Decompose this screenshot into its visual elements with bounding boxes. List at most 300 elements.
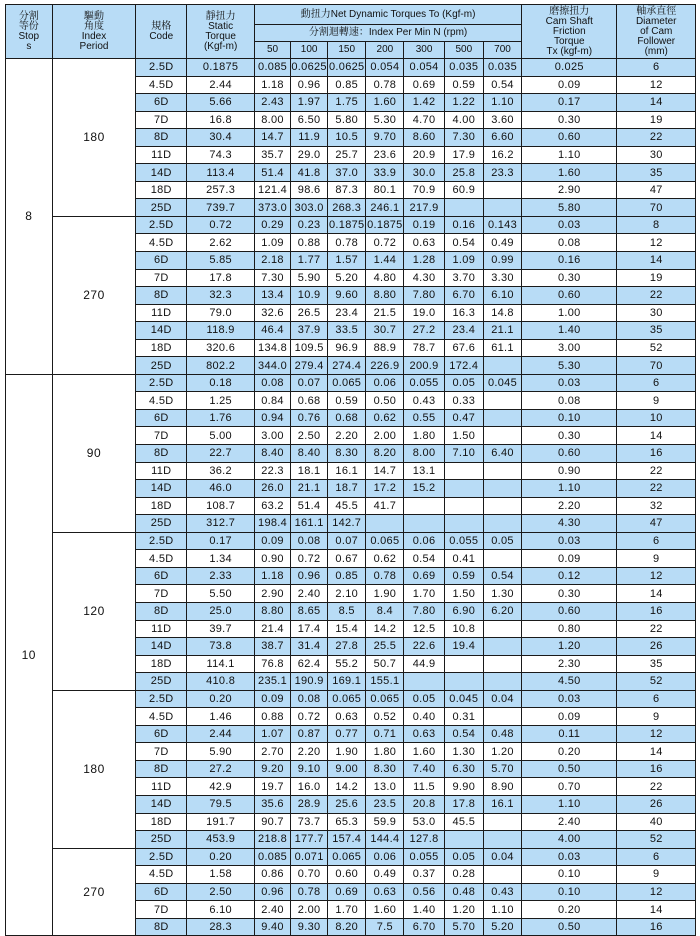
static-torque-cell: 0.72: [187, 216, 255, 234]
table-row: [6, 59, 696, 77]
dynamic-torque-cell: 14.7: [255, 129, 291, 147]
follower-diameter-cell: 22: [617, 620, 696, 638]
header-friction-line-1: 磨擦扭力: [549, 5, 590, 17]
code-cell: 6D: [136, 409, 187, 427]
table-row: [6, 532, 696, 550]
code-cell: 8D: [136, 918, 187, 936]
dynamic-torque-cell: 373.0: [255, 199, 291, 217]
static-torque-cell: 802.2: [187, 357, 255, 375]
dynamic-torque-cell: 41.7: [366, 497, 404, 515]
dynamic-torque-cell: 2.50: [291, 427, 328, 445]
header-speed-700: 700: [483, 42, 521, 59]
static-torque-cell: 0.17: [187, 532, 255, 550]
table-row: [6, 848, 696, 866]
dynamic-torque-cell: 7.40: [404, 760, 444, 778]
code-cell: 2.5D: [136, 690, 187, 708]
dynamic-torque-cell: 0.63: [404, 234, 444, 252]
dynamic-torque-cell: 17.2: [366, 480, 404, 498]
code-cell: 14D: [136, 638, 187, 656]
dynamic-torque-cell: 246.1: [366, 199, 404, 217]
dynamic-torque-cell: 4.30: [404, 269, 444, 287]
header-friction-line-4: Torque: [553, 35, 585, 47]
header-follower-line-2: Diameter: [635, 15, 677, 27]
dynamic-torque-cell: 0.065: [328, 690, 366, 708]
dynamic-torque-cell: 0.63: [366, 883, 404, 901]
static-torque-cell: 5.50: [187, 585, 255, 603]
dynamic-torque-cell: 3.30: [483, 269, 521, 287]
static-torque-cell: 42.9: [187, 778, 255, 796]
dynamic-torque-cell: 0.40: [404, 708, 444, 726]
dynamic-torque-cell: [483, 462, 521, 480]
dynamic-torque-cell: [483, 638, 521, 656]
header-speed-150: 150: [328, 42, 366, 59]
dynamic-torque-cell: [444, 655, 483, 673]
friction-torque-cell: 1.00: [522, 304, 617, 322]
code-cell: 18D: [136, 813, 187, 831]
dynamic-torque-cell: 8.40: [255, 445, 291, 463]
dynamic-torque-cell: 23.3: [483, 164, 521, 182]
dynamic-torque-cell: 1.20: [483, 743, 521, 761]
dynamic-torque-cell: 2.40: [255, 901, 291, 919]
dynamic-torque-cell: 0.05: [483, 532, 521, 550]
dynamic-torque-cell: 33.5: [328, 322, 366, 340]
stops-cell: 8: [6, 59, 53, 375]
cam-indexer-spec-table: [5, 4, 696, 936]
dynamic-torque-cell: 1.42: [404, 94, 444, 112]
dynamic-torque-cell: 0.54: [444, 234, 483, 252]
dynamic-torque-cell: 0.76: [291, 409, 328, 427]
dynamic-torque-cell: 51.4: [291, 497, 328, 515]
follower-diameter-cell: 14: [617, 427, 696, 445]
dynamic-torque-cell: 44.9: [404, 655, 444, 673]
follower-diameter-cell: 9: [617, 708, 696, 726]
dynamic-torque-cell: 27.2: [404, 322, 444, 340]
static-torque-cell: 1.46: [187, 708, 255, 726]
friction-torque-cell: 4.30: [522, 515, 617, 533]
static-torque-cell: 312.7: [187, 515, 255, 533]
dynamic-torque-cell: 0.035: [483, 59, 521, 77]
dynamic-torque-cell: 26.5: [291, 304, 328, 322]
dynamic-torque-cell: 78.7: [404, 339, 444, 357]
header-stops-line-2: 等份: [18, 20, 39, 32]
code-cell: 11D: [136, 620, 187, 638]
dynamic-torque-cell: 16.1: [483, 795, 521, 813]
dynamic-torque-cell: 35.7: [255, 146, 291, 164]
dynamic-torque-cell: 2.20: [291, 743, 328, 761]
follower-diameter-cell: 14: [617, 585, 696, 603]
dynamic-torque-cell: 1.80: [366, 743, 404, 761]
dynamic-torque-cell: 16.3: [444, 304, 483, 322]
code-cell: 7D: [136, 269, 187, 287]
dynamic-torque-cell: 0.49: [483, 234, 521, 252]
dynamic-torque-cell: 0.065: [328, 848, 366, 866]
dynamic-torque-cell: 1.50: [444, 427, 483, 445]
follower-diameter-cell: 16: [617, 602, 696, 620]
code-cell: 4.5D: [136, 234, 187, 252]
dynamic-torque-cell: 0.071: [291, 848, 328, 866]
dynamic-torque-cell: [483, 831, 521, 849]
friction-torque-cell: 0.30: [522, 111, 617, 129]
dynamic-torque-cell: 98.6: [291, 181, 328, 199]
static-torque-cell: 257.3: [187, 181, 255, 199]
dynamic-torque-cell: 1.60: [366, 901, 404, 919]
dynamic-torque-cell: 0.085: [255, 848, 291, 866]
dynamic-torque-cell: 27.8: [328, 638, 366, 656]
static-torque-cell: 739.7: [187, 199, 255, 217]
friction-torque-cell: 5.30: [522, 357, 617, 375]
dynamic-torque-cell: 0.96: [291, 567, 328, 585]
dynamic-torque-cell: 22.6: [404, 638, 444, 656]
header-code-line-2: Code: [149, 30, 174, 42]
dynamic-torque-cell: 6.50: [291, 111, 328, 129]
index-period-cell: 180: [52, 59, 136, 217]
friction-torque-cell: 0.09: [522, 708, 617, 726]
dynamic-torque-cell: 32.6: [255, 304, 291, 322]
dynamic-torque-cell: 13.4: [255, 287, 291, 305]
friction-torque-cell: 0.12: [522, 567, 617, 585]
dynamic-torque-cell: 0.07: [328, 532, 366, 550]
dynamic-torque-cell: 0.62: [366, 550, 404, 568]
dynamic-torque-cell: 10.9: [291, 287, 328, 305]
dynamic-torque-cell: 23.4: [444, 322, 483, 340]
code-cell: 18D: [136, 339, 187, 357]
header-speed-200: 200: [366, 42, 404, 59]
dynamic-torque-cell: 0.054: [404, 59, 444, 77]
follower-diameter-cell: 19: [617, 269, 696, 287]
dynamic-torque-cell: [483, 655, 521, 673]
follower-diameter-cell: 35: [617, 164, 696, 182]
dynamic-torque-cell: 16.1: [328, 462, 366, 480]
dynamic-torque-cell: 0.69: [328, 883, 366, 901]
code-cell: 14D: [136, 480, 187, 498]
header-friction-torque: [522, 5, 617, 59]
friction-torque-cell: 0.16: [522, 252, 617, 270]
dynamic-torque-cell: 0.085: [255, 59, 291, 77]
dynamic-torque-cell: 9.90: [444, 778, 483, 796]
follower-diameter-cell: 14: [617, 252, 696, 270]
header-code: [136, 5, 187, 59]
dynamic-torque-cell: 2.43: [255, 94, 291, 112]
follower-diameter-cell: 8: [617, 216, 696, 234]
follower-diameter-cell: 30: [617, 146, 696, 164]
friction-torque-cell: 0.03: [522, 690, 617, 708]
dynamic-torque-cell: 144.4: [366, 831, 404, 849]
dynamic-torque-cell: 88.9: [366, 339, 404, 357]
friction-torque-cell: 0.09: [522, 76, 617, 94]
follower-diameter-cell: 35: [617, 655, 696, 673]
dynamic-torque-cell: [483, 813, 521, 831]
dynamic-torque-cell: 218.8: [255, 831, 291, 849]
friction-torque-cell: 1.10: [522, 146, 617, 164]
static-torque-cell: 5.90: [187, 743, 255, 761]
dynamic-torque-cell: 0.1875: [366, 216, 404, 234]
dynamic-torque-cell: 8.00: [255, 111, 291, 129]
friction-torque-cell: 3.00: [522, 339, 617, 357]
dynamic-torque-cell: 8.20: [366, 445, 404, 463]
header-period-line-4: Period: [79, 40, 109, 52]
header-period-line-3: Index: [81, 30, 107, 42]
dynamic-torque-cell: 6.70: [404, 918, 444, 936]
static-torque-cell: 16.8: [187, 111, 255, 129]
header-speed-300: 300: [404, 42, 444, 59]
dynamic-torque-cell: [366, 515, 404, 533]
dynamic-torque-cell: 1.10: [483, 901, 521, 919]
friction-torque-cell: 0.30: [522, 427, 617, 445]
header-dynamic-torque: 動扭力Net Dynamic Torques To (Kgf-m): [255, 5, 522, 25]
dynamic-torque-cell: [483, 427, 521, 445]
dynamic-torque-cell: [483, 708, 521, 726]
dynamic-torque-cell: 23.5: [366, 795, 404, 813]
dynamic-torque-cell: 0.19: [404, 216, 444, 234]
static-torque-cell: 79.0: [187, 304, 255, 322]
dynamic-torque-cell: 274.4: [328, 357, 366, 375]
dynamic-torque-cell: 8.20: [328, 918, 366, 936]
follower-diameter-cell: 22: [617, 480, 696, 498]
dynamic-torque-cell: 19.7: [255, 778, 291, 796]
dynamic-torque-cell: 96.9: [328, 339, 366, 357]
dynamic-torque-cell: 127.8: [404, 831, 444, 849]
dynamic-torque-cell: 2.10: [328, 585, 366, 603]
code-cell: 11D: [136, 304, 187, 322]
friction-torque-cell: 1.60: [522, 164, 617, 182]
dynamic-torque-cell: 21.5: [366, 304, 404, 322]
follower-diameter-cell: 6: [617, 59, 696, 77]
dynamic-torque-cell: 0.29: [255, 216, 291, 234]
dynamic-torque-cell: 6.70: [444, 287, 483, 305]
dynamic-torque-cell: 0.055: [444, 532, 483, 550]
code-cell: 2.5D: [136, 374, 187, 392]
code-cell: 25D: [136, 831, 187, 849]
dynamic-torque-cell: 0.37: [404, 866, 444, 884]
dynamic-torque-cell: 0.96: [255, 883, 291, 901]
dynamic-torque-cell: 0.72: [291, 550, 328, 568]
dynamic-torque-cell: 0.48: [483, 725, 521, 743]
header-speed-50: 50: [255, 42, 291, 59]
dynamic-torque-cell: 0.96: [291, 76, 328, 94]
dynamic-torque-cell: 45.5: [328, 497, 366, 515]
dynamic-torque-cell: 63.2: [255, 497, 291, 515]
table-row: [6, 374, 696, 392]
code-cell: 7D: [136, 901, 187, 919]
dynamic-torque-cell: 0.05: [444, 374, 483, 392]
dynamic-torque-cell: 303.0: [291, 199, 328, 217]
dynamic-torque-cell: 21.1: [291, 480, 328, 498]
code-cell: 2.5D: [136, 216, 187, 234]
dynamic-torque-cell: 65.3: [328, 813, 366, 831]
static-torque-cell: 32.3: [187, 287, 255, 305]
dynamic-torque-cell: 217.9: [404, 199, 444, 217]
dynamic-torque-cell: 31.4: [291, 638, 328, 656]
follower-diameter-cell: 6: [617, 848, 696, 866]
header-static-line-3: Torque: [205, 30, 236, 42]
code-cell: 25D: [136, 357, 187, 375]
code-cell: 25D: [136, 199, 187, 217]
dynamic-torque-cell: 0.47: [444, 409, 483, 427]
dynamic-torque-cell: 0.04: [483, 848, 521, 866]
header-follower-line-1: 軸承直徑: [636, 5, 677, 17]
dynamic-torque-cell: 0.50: [366, 392, 404, 410]
static-torque-cell: 5.85: [187, 252, 255, 270]
dynamic-torque-cell: [404, 673, 444, 691]
header-friction-line-5: Tx (kgf-m): [546, 45, 593, 57]
code-cell: 18D: [136, 497, 187, 515]
friction-torque-cell: 0.60: [522, 129, 617, 147]
dynamic-torque-cell: 0.06: [404, 532, 444, 550]
dynamic-torque-cell: 0.055: [404, 374, 444, 392]
dynamic-torque-cell: 7.80: [404, 602, 444, 620]
dynamic-torque-cell: 1.44: [366, 252, 404, 270]
dynamic-torque-cell: 8.5: [328, 602, 366, 620]
dynamic-torque-cell: 121.4: [255, 181, 291, 199]
dynamic-torque-cell: 0.68: [328, 409, 366, 427]
friction-torque-cell: 0.50: [522, 918, 617, 936]
dynamic-torque-cell: 1.40: [404, 901, 444, 919]
dynamic-torque-cell: 25.5: [366, 638, 404, 656]
static-torque-cell: 28.3: [187, 918, 255, 936]
dynamic-torque-cell: 0.08: [291, 690, 328, 708]
dynamic-torque-cell: 15.4: [328, 620, 366, 638]
friction-torque-cell: 0.60: [522, 287, 617, 305]
code-cell: 4.5D: [136, 708, 187, 726]
code-cell: 8D: [136, 760, 187, 778]
dynamic-torque-cell: 26.0: [255, 480, 291, 498]
static-torque-cell: 22.7: [187, 445, 255, 463]
friction-torque-cell: 0.17: [522, 94, 617, 112]
static-torque-cell: 0.20: [187, 690, 255, 708]
code-cell: 6D: [136, 252, 187, 270]
static-torque-cell: 118.9: [187, 322, 255, 340]
friction-torque-cell: 0.30: [522, 269, 617, 287]
header-stops: [6, 5, 53, 59]
dynamic-torque-cell: 55.2: [328, 655, 366, 673]
dynamic-torque-cell: 9.30: [291, 918, 328, 936]
dynamic-torque-cell: 0.43: [404, 392, 444, 410]
dynamic-torque-cell: 1.18: [255, 76, 291, 94]
dynamic-torque-cell: 155.1: [366, 673, 404, 691]
dynamic-torque-cell: 177.7: [291, 831, 328, 849]
dynamic-torque-cell: 30.0: [404, 164, 444, 182]
dynamic-torque-cell: 2.20: [328, 427, 366, 445]
dynamic-torque-cell: 0.54: [483, 567, 521, 585]
dynamic-torque-cell: 3.60: [483, 111, 521, 129]
header-follower-line-5: (mm): [644, 45, 668, 57]
friction-torque-cell: 2.40: [522, 813, 617, 831]
dynamic-torque-cell: 5.70: [444, 918, 483, 936]
static-torque-cell: 2.44: [187, 76, 255, 94]
dynamic-torque-cell: 0.63: [328, 708, 366, 726]
dynamic-torque-cell: [404, 497, 444, 515]
code-cell: 8D: [136, 602, 187, 620]
dynamic-torque-cell: 61.1: [483, 339, 521, 357]
dynamic-torque-cell: 6.40: [483, 445, 521, 463]
dynamic-torque-cell: 10.5: [328, 129, 366, 147]
static-torque-cell: 1.34: [187, 550, 255, 568]
follower-diameter-cell: 35: [617, 322, 696, 340]
dynamic-torque-cell: 53.0: [404, 813, 444, 831]
code-cell: 11D: [136, 462, 187, 480]
static-torque-cell: 79.5: [187, 795, 255, 813]
static-torque-cell: 5.00: [187, 427, 255, 445]
follower-diameter-cell: 12: [617, 883, 696, 901]
friction-torque-cell: 0.03: [522, 532, 617, 550]
dynamic-torque-cell: 1.77: [291, 252, 328, 270]
static-torque-cell: 46.0: [187, 480, 255, 498]
dynamic-torque-cell: 0.62: [366, 409, 404, 427]
dynamic-torque-cell: 23.6: [366, 146, 404, 164]
dynamic-torque-cell: 1.57: [328, 252, 366, 270]
dynamic-torque-cell: 6.30: [444, 760, 483, 778]
code-cell: 2.5D: [136, 532, 187, 550]
static-torque-cell: 113.4: [187, 164, 255, 182]
dynamic-torque-cell: 0.55: [404, 409, 444, 427]
friction-torque-cell: 0.08: [522, 392, 617, 410]
dynamic-torque-cell: 8.80: [255, 602, 291, 620]
dynamic-torque-cell: 279.4: [291, 357, 328, 375]
dynamic-torque-cell: 22.3: [255, 462, 291, 480]
dynamic-torque-cell: 0.045: [444, 690, 483, 708]
dynamic-torque-cell: [483, 199, 521, 217]
follower-diameter-cell: 22: [617, 129, 696, 147]
follower-diameter-cell: 52: [617, 831, 696, 849]
dynamic-torque-cell: 0.065: [366, 690, 404, 708]
dynamic-torque-cell: 0.71: [366, 725, 404, 743]
static-torque-cell: 17.8: [187, 269, 255, 287]
dynamic-torque-cell: 5.20: [328, 269, 366, 287]
dynamic-torque-cell: 4.80: [366, 269, 404, 287]
header-friction-line-2: Cam Shaft: [545, 15, 593, 27]
follower-diameter-cell: 14: [617, 743, 696, 761]
dynamic-torque-cell: 23.4: [328, 304, 366, 322]
header-speed-100: 100: [291, 42, 328, 59]
dynamic-torque-cell: 11.9: [291, 129, 328, 147]
dynamic-torque-cell: 226.9: [366, 357, 404, 375]
header-static-torque: [187, 5, 255, 59]
dynamic-torque-cell: 0.0625: [291, 59, 328, 77]
dynamic-torque-cell: 0.78: [291, 883, 328, 901]
dynamic-torque-cell: 6.60: [483, 129, 521, 147]
dynamic-torque-cell: 0.065: [366, 532, 404, 550]
index-period-cell: 120: [52, 532, 136, 690]
dynamic-torque-cell: 268.3: [328, 199, 366, 217]
header-friction-line-3: Friction: [552, 25, 586, 37]
dynamic-torque-cell: 157.4: [328, 831, 366, 849]
dynamic-torque-cell: 0.60: [328, 866, 366, 884]
dynamic-torque-cell: 41.8: [291, 164, 328, 182]
friction-torque-cell: 0.025: [522, 59, 617, 77]
dynamic-torque-cell: 0.05: [444, 848, 483, 866]
dynamic-torque-cell: 21.4: [255, 620, 291, 638]
dynamic-torque-cell: 18.7: [328, 480, 366, 498]
header-stops-line-1: 分割: [18, 10, 39, 22]
dynamic-torque-cell: [444, 831, 483, 849]
friction-torque-cell: 0.10: [522, 883, 617, 901]
follower-diameter-cell: 6: [617, 532, 696, 550]
follower-diameter-cell: 47: [617, 181, 696, 199]
static-torque-cell: 453.9: [187, 831, 255, 849]
dynamic-torque-cell: 6.10: [483, 287, 521, 305]
friction-torque-cell: 0.30: [522, 585, 617, 603]
dynamic-torque-cell: 13.1: [404, 462, 444, 480]
friction-torque-cell: 0.20: [522, 743, 617, 761]
dynamic-torque-cell: 0.143: [483, 216, 521, 234]
dynamic-torque-cell: 67.6: [444, 339, 483, 357]
code-cell: 2.5D: [136, 59, 187, 77]
dynamic-torque-cell: 14.7: [366, 462, 404, 480]
dynamic-torque-cell: [483, 866, 521, 884]
dynamic-torque-cell: 161.1: [291, 515, 328, 533]
dynamic-torque-cell: 2.18: [255, 252, 291, 270]
dynamic-torque-cell: 0.99: [483, 252, 521, 270]
